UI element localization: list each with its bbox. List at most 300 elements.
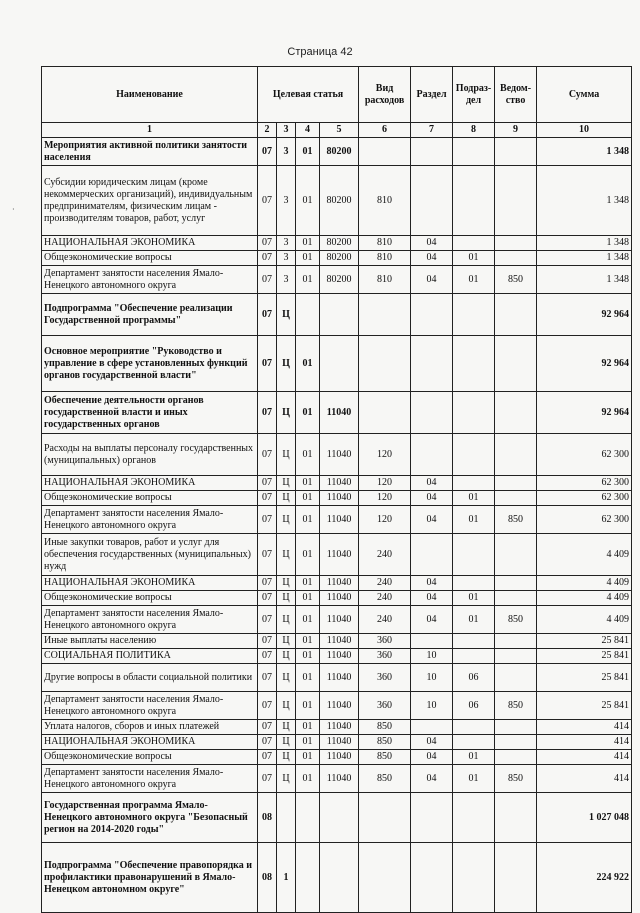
row-name: НАЦИОНАЛЬНАЯ ЭКОНОМИКА <box>42 476 258 491</box>
row-cell-c6 <box>359 843 411 913</box>
row-cell-c3: 3 <box>277 236 296 251</box>
table-row <box>42 166 632 236</box>
row-cell-c5: 11040 <box>320 434 359 476</box>
row-sum: 62 300 <box>537 434 632 476</box>
row-name: Субсидии юридическим лицам (кроме некоммерческих организаций), индивидуальным предпринимателям, физическим лицам - производителям товаров, работ, услуг <box>42 166 258 236</box>
row-cell-c5: 80200 <box>320 166 359 236</box>
row-cell-c5: 80200 <box>320 266 359 294</box>
row-cell-c9 <box>495 476 537 491</box>
row-sum: 92 964 <box>537 392 632 434</box>
row-sum: 4 409 <box>537 591 632 606</box>
row-cell-c9 <box>495 251 537 266</box>
row-cell-c9 <box>495 166 537 236</box>
row-cell-c8: 06 <box>453 664 495 692</box>
row-cell-c6: 360 <box>359 634 411 649</box>
row-cell-c8: 01 <box>453 606 495 634</box>
header-name: Наименование <box>42 67 258 123</box>
row-name: Обеспечение деятельности органов государственной власти и иных государственных органов <box>42 392 258 434</box>
row-cell-c4: 01 <box>296 166 320 236</box>
row-cell-c5: 11040 <box>320 591 359 606</box>
column-number: 8 <box>453 123 495 138</box>
row-cell-c3: Ц <box>277 664 296 692</box>
row-cell-c9: 850 <box>495 765 537 793</box>
row-cell-c9 <box>495 336 537 392</box>
row-name: Подпрограмма "Обеспечение правопорядка и профилактики правонарушений в Ямало-Ненецком автономном округе" <box>42 843 258 913</box>
row-cell-c3: Ц <box>277 434 296 476</box>
row-cell-c5: 11040 <box>320 491 359 506</box>
row-cell-c7: 10 <box>411 664 453 692</box>
row-cell-c6: 120 <box>359 491 411 506</box>
row-cell-c8 <box>453 166 495 236</box>
row-cell-c9 <box>495 634 537 649</box>
row-cell-c8 <box>453 236 495 251</box>
row-cell-c5 <box>320 843 359 913</box>
row-cell-c8: 01 <box>453 266 495 294</box>
row-cell-c6: 360 <box>359 692 411 720</box>
row-sum: 1 027 048 <box>537 793 632 843</box>
row-sum: 4 409 <box>537 534 632 576</box>
row-cell-c5: 11040 <box>320 664 359 692</box>
row-cell-c2: 07 <box>258 664 277 692</box>
row-cell-c4: 01 <box>296 692 320 720</box>
table-row <box>42 634 632 649</box>
row-cell-c3: Ц <box>277 735 296 750</box>
header-sum: Сумма <box>537 67 632 123</box>
row-cell-c6 <box>359 336 411 392</box>
table-row <box>42 336 632 392</box>
row-sum: 4 409 <box>537 576 632 591</box>
row-sum: 414 <box>537 735 632 750</box>
row-sum: 1 348 <box>537 266 632 294</box>
row-cell-c9 <box>495 236 537 251</box>
row-cell-c7: 04 <box>411 236 453 251</box>
row-cell-c3: Ц <box>277 591 296 606</box>
row-cell-c4: 01 <box>296 266 320 294</box>
row-cell-c2: 07 <box>258 236 277 251</box>
row-cell-c6: 360 <box>359 649 411 664</box>
row-cell-c8: 01 <box>453 750 495 765</box>
row-cell-c4: 01 <box>296 750 320 765</box>
row-cell-c9 <box>495 793 537 843</box>
row-cell-c4: 01 <box>296 664 320 692</box>
row-sum: 92 964 <box>537 294 632 336</box>
row-cell-c7 <box>411 843 453 913</box>
row-cell-c9 <box>495 434 537 476</box>
row-cell-c4: 01 <box>296 720 320 735</box>
row-cell-c2: 07 <box>258 506 277 534</box>
row-cell-c2: 07 <box>258 476 277 491</box>
row-cell-c3: Ц <box>277 506 296 534</box>
row-cell-c7: 04 <box>411 491 453 506</box>
header-section: Раздел <box>411 67 453 123</box>
row-cell-c8: 01 <box>453 765 495 793</box>
row-cell-c2: 07 <box>258 750 277 765</box>
row-cell-c7: 04 <box>411 765 453 793</box>
row-cell-c4: 01 <box>296 434 320 476</box>
row-sum: 25 841 <box>537 664 632 692</box>
row-cell-c7 <box>411 793 453 843</box>
row-cell-c3: Ц <box>277 692 296 720</box>
row-cell-c8 <box>453 138 495 166</box>
row-cell-c8: 06 <box>453 692 495 720</box>
row-cell-c5 <box>320 294 359 336</box>
row-cell-c5: 11040 <box>320 392 359 434</box>
row-sum: 62 300 <box>537 506 632 534</box>
row-cell-c6: 240 <box>359 576 411 591</box>
row-name: Иные закупки товаров, работ и услуг для обеспечения государственных (муниципальных) нужд <box>42 534 258 576</box>
row-cell-c6: 120 <box>359 476 411 491</box>
row-cell-c6: 120 <box>359 434 411 476</box>
row-cell-c7 <box>411 336 453 392</box>
row-cell-c2: 08 <box>258 793 277 843</box>
table-row <box>42 236 632 251</box>
row-cell-c3: 3 <box>277 166 296 236</box>
row-cell-c7: 04 <box>411 506 453 534</box>
header-subsection: Подраз-дел <box>453 67 495 123</box>
row-sum: 414 <box>537 765 632 793</box>
row-cell-c4: 01 <box>296 336 320 392</box>
row-sum: 25 841 <box>537 634 632 649</box>
row-name: Другие вопросы в области социальной политики <box>42 664 258 692</box>
row-cell-c4: 01 <box>296 649 320 664</box>
row-name: НАЦИОНАЛЬНАЯ ЭКОНОМИКА <box>42 735 258 750</box>
row-sum: 1 348 <box>537 166 632 236</box>
row-cell-c3: Ц <box>277 750 296 765</box>
row-cell-c8 <box>453 735 495 750</box>
row-cell-c8: 01 <box>453 251 495 266</box>
row-cell-c9 <box>495 392 537 434</box>
row-cell-c2: 07 <box>258 434 277 476</box>
row-cell-c7: 04 <box>411 735 453 750</box>
row-cell-c9 <box>495 491 537 506</box>
row-cell-c7 <box>411 634 453 649</box>
table-row <box>42 649 632 664</box>
row-cell-c2: 07 <box>258 251 277 266</box>
row-cell-c3: Ц <box>277 336 296 392</box>
row-cell-c3: 1 <box>277 843 296 913</box>
row-cell-c4: 01 <box>296 236 320 251</box>
column-number: 1 <box>42 123 258 138</box>
row-cell-c6 <box>359 392 411 434</box>
row-cell-c4: 01 <box>296 506 320 534</box>
row-cell-c2: 07 <box>258 591 277 606</box>
margin-mark: · <box>12 205 15 214</box>
row-sum: 414 <box>537 750 632 765</box>
row-cell-c4: 01 <box>296 591 320 606</box>
row-cell-c8 <box>453 649 495 664</box>
row-cell-c8 <box>453 336 495 392</box>
column-number: 2 <box>258 123 277 138</box>
row-cell-c7: 04 <box>411 606 453 634</box>
row-cell-c8: 01 <box>453 491 495 506</box>
row-cell-c3: Ц <box>277 392 296 434</box>
row-cell-c5: 11040 <box>320 692 359 720</box>
row-cell-c2: 07 <box>258 266 277 294</box>
table-row <box>42 664 632 692</box>
table-row <box>42 506 632 534</box>
row-cell-c2: 07 <box>258 491 277 506</box>
row-cell-c2: 07 <box>258 649 277 664</box>
row-name: Департамент занятости населения Ямало-Ненецкого автономного округа <box>42 765 258 793</box>
row-cell-c2: 07 <box>258 692 277 720</box>
row-sum: 25 841 <box>537 649 632 664</box>
row-cell-c7: 04 <box>411 750 453 765</box>
row-cell-c4: 01 <box>296 476 320 491</box>
row-sum: 224 922 <box>537 843 632 913</box>
row-cell-c8 <box>453 634 495 649</box>
row-cell-c3: Ц <box>277 491 296 506</box>
row-cell-c3: 3 <box>277 138 296 166</box>
row-cell-c4: 01 <box>296 606 320 634</box>
row-cell-c6 <box>359 294 411 336</box>
row-cell-c5: 80200 <box>320 236 359 251</box>
row-cell-c7 <box>411 434 453 476</box>
row-cell-c9 <box>495 576 537 591</box>
row-name: Расходы на выплаты персоналу государственных (муниципальных) органов <box>42 434 258 476</box>
row-cell-c8: 01 <box>453 506 495 534</box>
column-number: 7 <box>411 123 453 138</box>
row-cell-c3: Ц <box>277 634 296 649</box>
row-cell-c7: 04 <box>411 591 453 606</box>
table-row <box>42 765 632 793</box>
row-cell-c5: 11040 <box>320 720 359 735</box>
table-row <box>42 720 632 735</box>
table-row <box>42 843 632 913</box>
row-name: Основное мероприятие "Руководство и управление в сфере установленных функций органов государственной власти" <box>42 336 258 392</box>
row-name: Мероприятия активной политики занятости населения <box>42 138 258 166</box>
table-row <box>42 491 632 506</box>
table-row <box>42 251 632 266</box>
row-cell-c3 <box>277 793 296 843</box>
row-cell-c3: Ц <box>277 294 296 336</box>
row-cell-c6 <box>359 138 411 166</box>
row-cell-c6 <box>359 793 411 843</box>
row-cell-c5: 11040 <box>320 476 359 491</box>
table-row <box>42 476 632 491</box>
row-cell-c5: 11040 <box>320 634 359 649</box>
row-cell-c6: 810 <box>359 266 411 294</box>
row-cell-c9 <box>495 843 537 913</box>
row-name: Общеэкономические вопросы <box>42 750 258 765</box>
row-cell-c5: 11040 <box>320 649 359 664</box>
row-cell-c2: 07 <box>258 336 277 392</box>
row-cell-c3: Ц <box>277 720 296 735</box>
column-number: 10 <box>537 123 632 138</box>
row-cell-c7 <box>411 138 453 166</box>
row-cell-c4 <box>296 793 320 843</box>
row-cell-c8 <box>453 720 495 735</box>
table-row <box>42 434 632 476</box>
header-expense-type: Вид расходов <box>359 67 411 123</box>
row-cell-c9: 850 <box>495 606 537 634</box>
row-cell-c3: Ц <box>277 576 296 591</box>
row-sum: 62 300 <box>537 476 632 491</box>
row-cell-c9 <box>495 138 537 166</box>
row-cell-c5: 80200 <box>320 251 359 266</box>
row-sum: 4 409 <box>537 606 632 634</box>
row-cell-c9 <box>495 720 537 735</box>
row-name: Департамент занятости населения Ямало-Ненецкого автономного округа <box>42 506 258 534</box>
row-cell-c4 <box>296 843 320 913</box>
row-name: Департамент занятости населения Ямало-Ненецкого автономного округа <box>42 606 258 634</box>
row-name: Департамент занятости населения Ямало-Ненецкого автономного округа <box>42 266 258 294</box>
row-cell-c7: 04 <box>411 476 453 491</box>
row-cell-c6: 240 <box>359 591 411 606</box>
row-cell-c7 <box>411 720 453 735</box>
column-number: 3 <box>277 123 296 138</box>
row-cell-c2: 07 <box>258 576 277 591</box>
row-cell-c9 <box>495 664 537 692</box>
row-cell-c9 <box>495 534 537 576</box>
table-row <box>42 266 632 294</box>
row-sum: 414 <box>537 720 632 735</box>
row-cell-c3: 3 <box>277 251 296 266</box>
row-cell-c3: Ц <box>277 649 296 664</box>
row-sum: 1 348 <box>537 236 632 251</box>
row-cell-c9 <box>495 750 537 765</box>
row-cell-c7 <box>411 294 453 336</box>
row-cell-c7: 10 <box>411 692 453 720</box>
table-row <box>42 606 632 634</box>
row-cell-c4: 01 <box>296 576 320 591</box>
table-row <box>42 534 632 576</box>
row-cell-c7 <box>411 534 453 576</box>
row-cell-c9: 850 <box>495 266 537 294</box>
table-row <box>42 750 632 765</box>
row-name: СОЦИАЛЬНАЯ ПОЛИТИКА <box>42 649 258 664</box>
row-cell-c3: 3 <box>277 266 296 294</box>
row-cell-c6: 120 <box>359 506 411 534</box>
row-cell-c5: 11040 <box>320 534 359 576</box>
row-cell-c5: 11040 <box>320 750 359 765</box>
header-target: Целевая статья <box>258 67 359 123</box>
row-cell-c4: 01 <box>296 491 320 506</box>
row-cell-c8 <box>453 843 495 913</box>
row-cell-c3: Ц <box>277 606 296 634</box>
row-cell-c5 <box>320 793 359 843</box>
row-cell-c6: 240 <box>359 534 411 576</box>
budget-table <box>41 66 632 913</box>
row-cell-c2: 07 <box>258 294 277 336</box>
column-number: 6 <box>359 123 411 138</box>
row-cell-c6: 850 <box>359 720 411 735</box>
row-name: Подпрограмма "Обеспечение реализации Государственной программы" <box>42 294 258 336</box>
page-number-label: Страница 42 <box>287 46 353 58</box>
row-cell-c6: 810 <box>359 236 411 251</box>
row-cell-c5 <box>320 336 359 392</box>
column-number: 4 <box>296 123 320 138</box>
row-cell-c4: 01 <box>296 765 320 793</box>
row-cell-c9 <box>495 294 537 336</box>
row-sum: 62 300 <box>537 491 632 506</box>
header-department: Ведом-ство <box>495 67 537 123</box>
row-cell-c7 <box>411 392 453 434</box>
row-name: Департамент занятости населения Ямало-Ненецкого автономного округа <box>42 692 258 720</box>
row-cell-c6: 360 <box>359 664 411 692</box>
row-cell-c4: 01 <box>296 251 320 266</box>
table-row <box>42 294 632 336</box>
row-cell-c6: 240 <box>359 606 411 634</box>
table-row <box>42 591 632 606</box>
row-cell-c2: 07 <box>258 606 277 634</box>
row-cell-c8 <box>453 534 495 576</box>
table-row <box>42 735 632 750</box>
row-cell-c9 <box>495 591 537 606</box>
row-cell-c5: 80200 <box>320 138 359 166</box>
row-cell-c6: 810 <box>359 251 411 266</box>
row-cell-c9: 850 <box>495 692 537 720</box>
row-name: Иные выплаты населению <box>42 634 258 649</box>
row-cell-c2: 07 <box>258 138 277 166</box>
row-cell-c4: 01 <box>296 392 320 434</box>
row-cell-c6: 810 <box>359 166 411 236</box>
row-cell-c4: 01 <box>296 735 320 750</box>
row-cell-c8 <box>453 576 495 591</box>
row-name: Общеэкономические вопросы <box>42 251 258 266</box>
row-cell-c4: 01 <box>296 634 320 649</box>
row-cell-c2: 08 <box>258 843 277 913</box>
row-cell-c5: 11040 <box>320 765 359 793</box>
row-cell-c8: 01 <box>453 591 495 606</box>
row-cell-c2: 07 <box>258 720 277 735</box>
row-sum: 92 964 <box>537 336 632 392</box>
column-number: 5 <box>320 123 359 138</box>
row-cell-c5: 11040 <box>320 606 359 634</box>
row-cell-c7: 04 <box>411 266 453 294</box>
row-cell-c7: 10 <box>411 649 453 664</box>
row-cell-c8 <box>453 392 495 434</box>
row-cell-c9: 850 <box>495 506 537 534</box>
row-cell-c3: Ц <box>277 765 296 793</box>
table-row <box>42 392 632 434</box>
row-cell-c5: 11040 <box>320 506 359 534</box>
row-cell-c4: 01 <box>296 534 320 576</box>
row-cell-c5: 11040 <box>320 735 359 750</box>
row-cell-c7: 04 <box>411 576 453 591</box>
row-cell-c7 <box>411 166 453 236</box>
row-cell-c8 <box>453 434 495 476</box>
row-sum: 1 348 <box>537 138 632 166</box>
row-cell-c8 <box>453 793 495 843</box>
row-cell-c2: 07 <box>258 166 277 236</box>
row-name: НАЦИОНАЛЬНАЯ ЭКОНОМИКА <box>42 236 258 251</box>
table-row <box>42 138 632 166</box>
row-cell-c7: 04 <box>411 251 453 266</box>
row-cell-c8 <box>453 476 495 491</box>
row-cell-c9 <box>495 735 537 750</box>
row-cell-c6: 850 <box>359 765 411 793</box>
table-header-row <box>42 67 632 123</box>
row-cell-c3: Ц <box>277 476 296 491</box>
row-cell-c2: 07 <box>258 392 277 434</box>
row-name: Уплата налогов, сборов и иных платежей <box>42 720 258 735</box>
row-name: Общеэкономические вопросы <box>42 491 258 506</box>
row-cell-c6: 850 <box>359 735 411 750</box>
row-cell-c3: Ц <box>277 534 296 576</box>
row-cell-c8 <box>453 294 495 336</box>
table-row <box>42 576 632 591</box>
row-cell-c2: 07 <box>258 735 277 750</box>
column-number-row <box>42 123 632 138</box>
row-cell-c9 <box>495 649 537 664</box>
row-cell-c2: 07 <box>258 634 277 649</box>
row-sum: 1 348 <box>537 251 632 266</box>
table-row <box>42 692 632 720</box>
row-name: НАЦИОНАЛЬНАЯ ЭКОНОМИКА <box>42 576 258 591</box>
row-cell-c4 <box>296 294 320 336</box>
row-cell-c2: 07 <box>258 534 277 576</box>
row-cell-c5: 11040 <box>320 576 359 591</box>
